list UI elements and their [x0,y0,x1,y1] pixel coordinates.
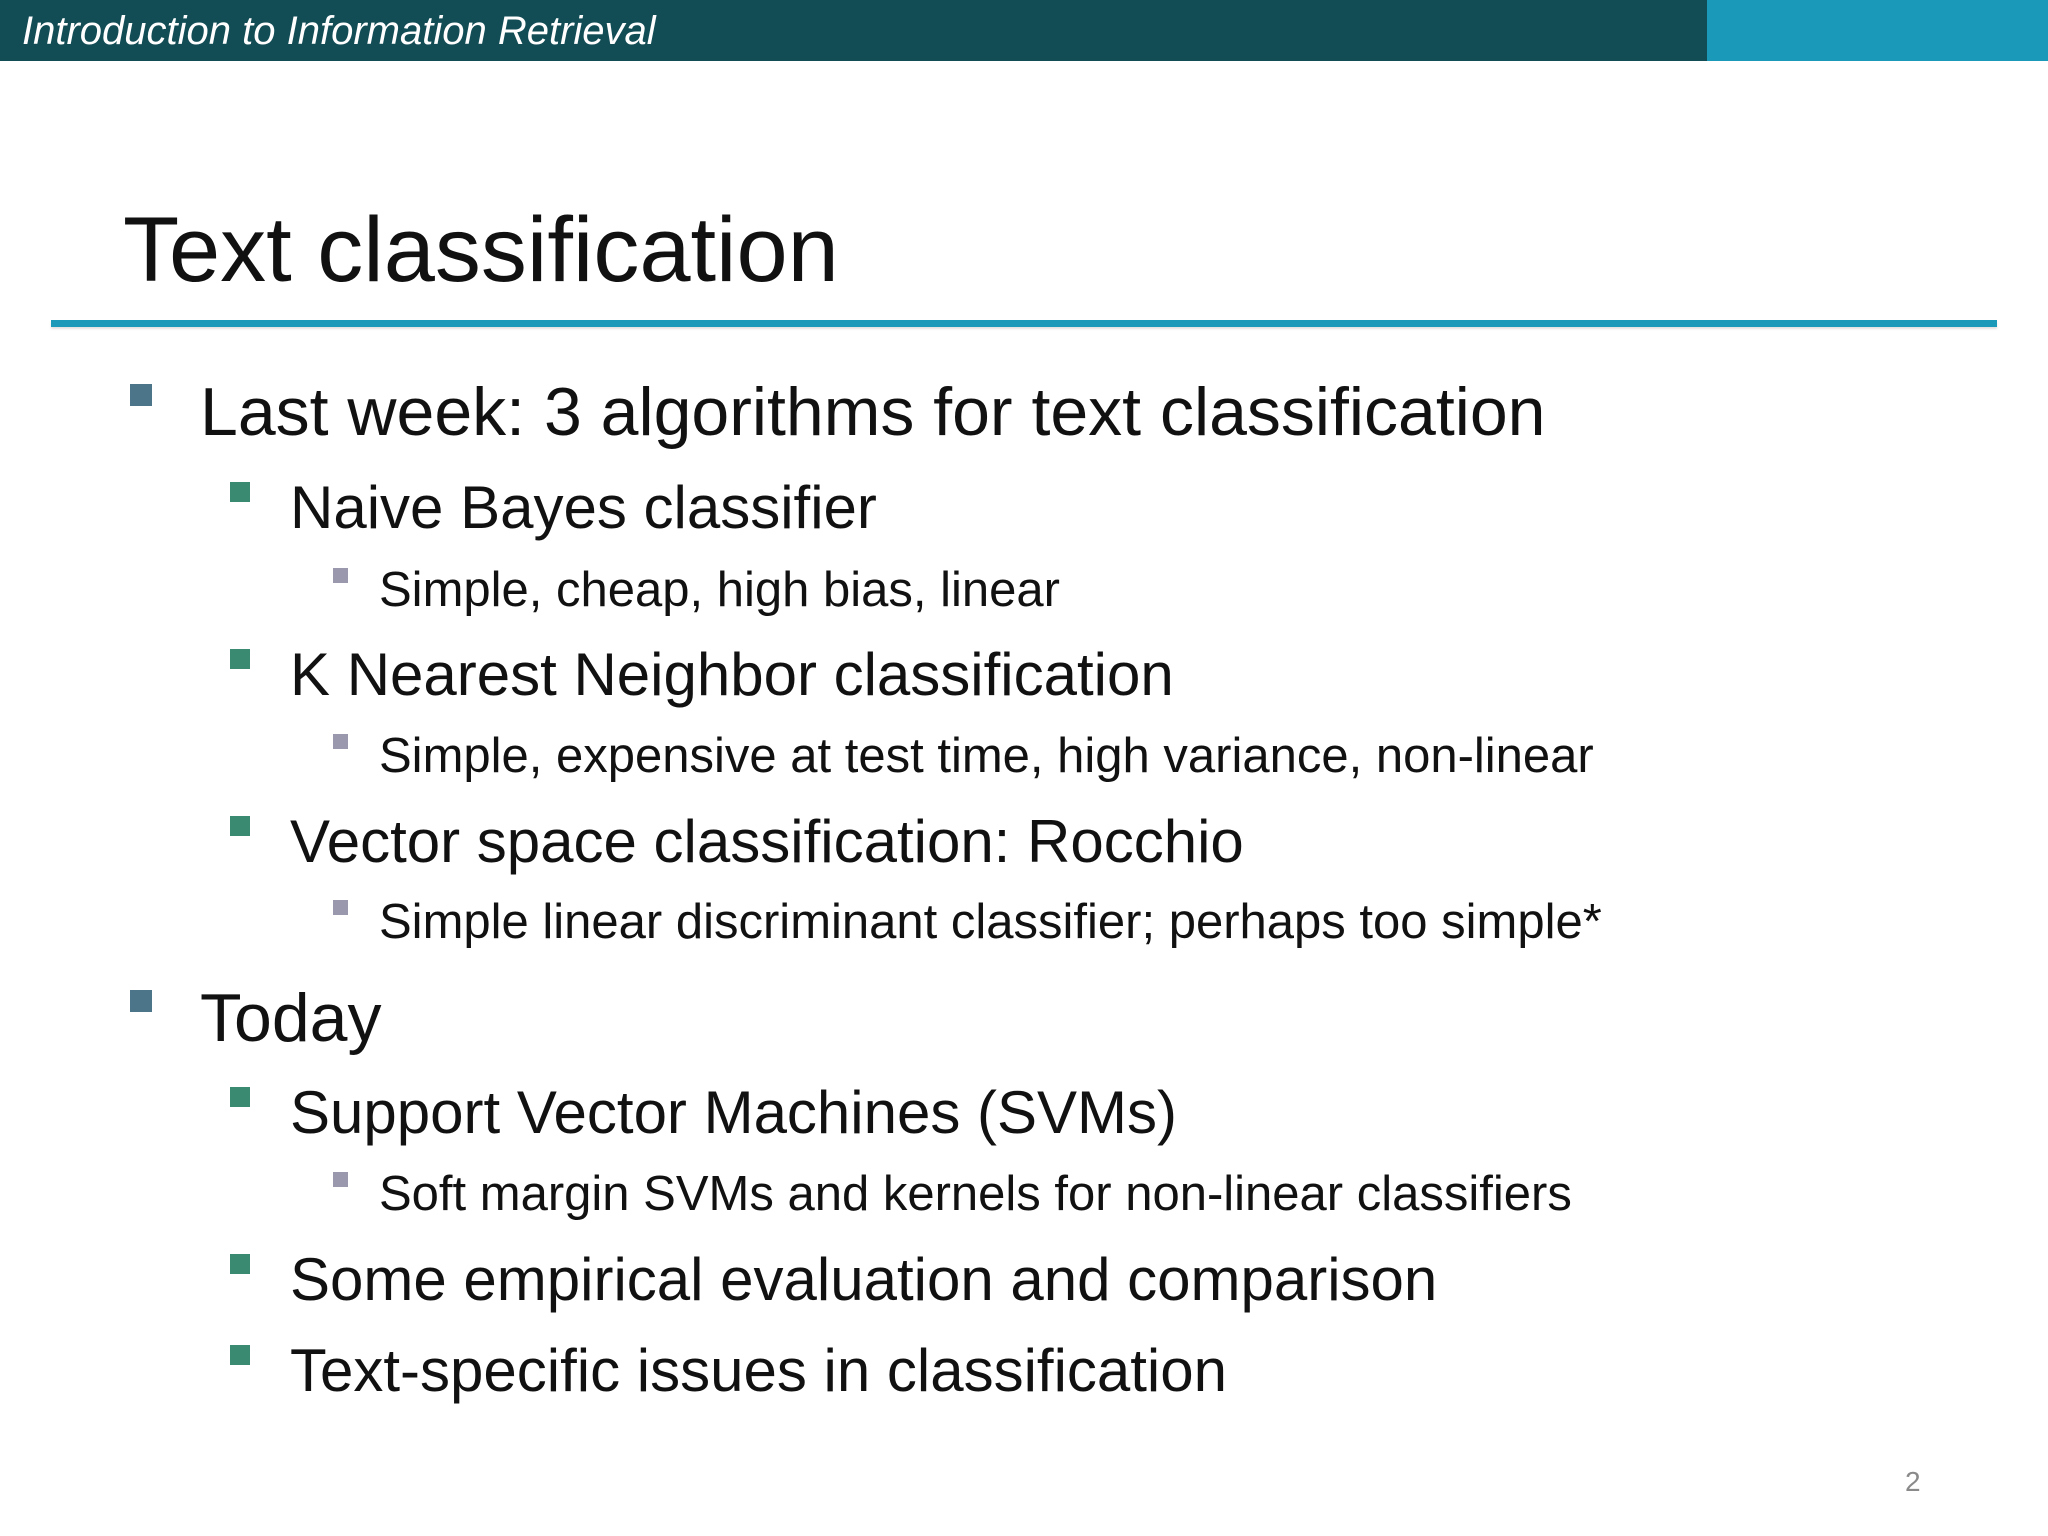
bullet-marker-level1 [130,384,152,406]
bullet-marker-level2 [230,816,250,836]
bullet-item [290,1246,1438,1313]
bullet-item [379,563,1060,617]
bullet-marker-level2 [230,649,250,669]
slide-title: Text classification [123,199,839,301]
bullet-text: Today [200,980,382,1056]
bullet-text: Simple linear discriminant classifier; perhaps too simple* [379,895,1602,949]
header-bar [0,0,2048,61]
bullet-text: Text-specific issues in classification [290,1337,1228,1404]
bullet-text: Last week: 3 algorithms for text classification [200,374,1546,450]
bullet-marker-level1 [130,990,152,1012]
bullet-item [290,808,1244,875]
bullet-text: K Nearest Neighbor classification [290,641,1174,708]
bullet-item [379,1167,1572,1221]
bullet-item [379,895,1602,949]
title-divider [51,320,1997,327]
bullet-item [290,1079,1178,1146]
bullet-marker-level2 [230,482,250,502]
header-bar-dark [0,0,1707,61]
bullet-marker-level2 [230,1254,250,1274]
bullet-item [200,980,382,1056]
bullet-item [379,729,1594,783]
bullet-text: Naive Bayes classifier [290,474,877,541]
course-title: Introduction to Information Retrieval [22,9,656,53]
page-number: 2 [1905,1466,1921,1497]
bullet-marker-level3 [333,568,348,583]
bullet-marker-level2 [230,1345,250,1365]
bullet-text: Some empirical evaluation and comparison [290,1246,1438,1313]
bullet-text: Vector space classification: Rocchio [290,808,1244,875]
header-bar-accent [1707,0,2048,61]
bullet-marker-level3 [333,1172,348,1187]
bullet-marker-level3 [333,734,348,749]
bullet-marker-level2 [230,1087,250,1107]
bullet-item [290,1337,1228,1404]
bullet-text: Simple, expensive at test time, high variance, non-linear [379,729,1594,783]
bullet-text: Simple, cheap, high bias, linear [379,563,1060,617]
bullet-item [200,374,1546,450]
bullet-text: Support Vector Machines (SVMs) [290,1079,1178,1146]
bullet-marker-level3 [333,900,348,915]
bullet-item [290,641,1174,708]
bullet-item [290,474,877,541]
bullet-text: Soft margin SVMs and kernels for non-linear classifiers [379,1167,1572,1221]
